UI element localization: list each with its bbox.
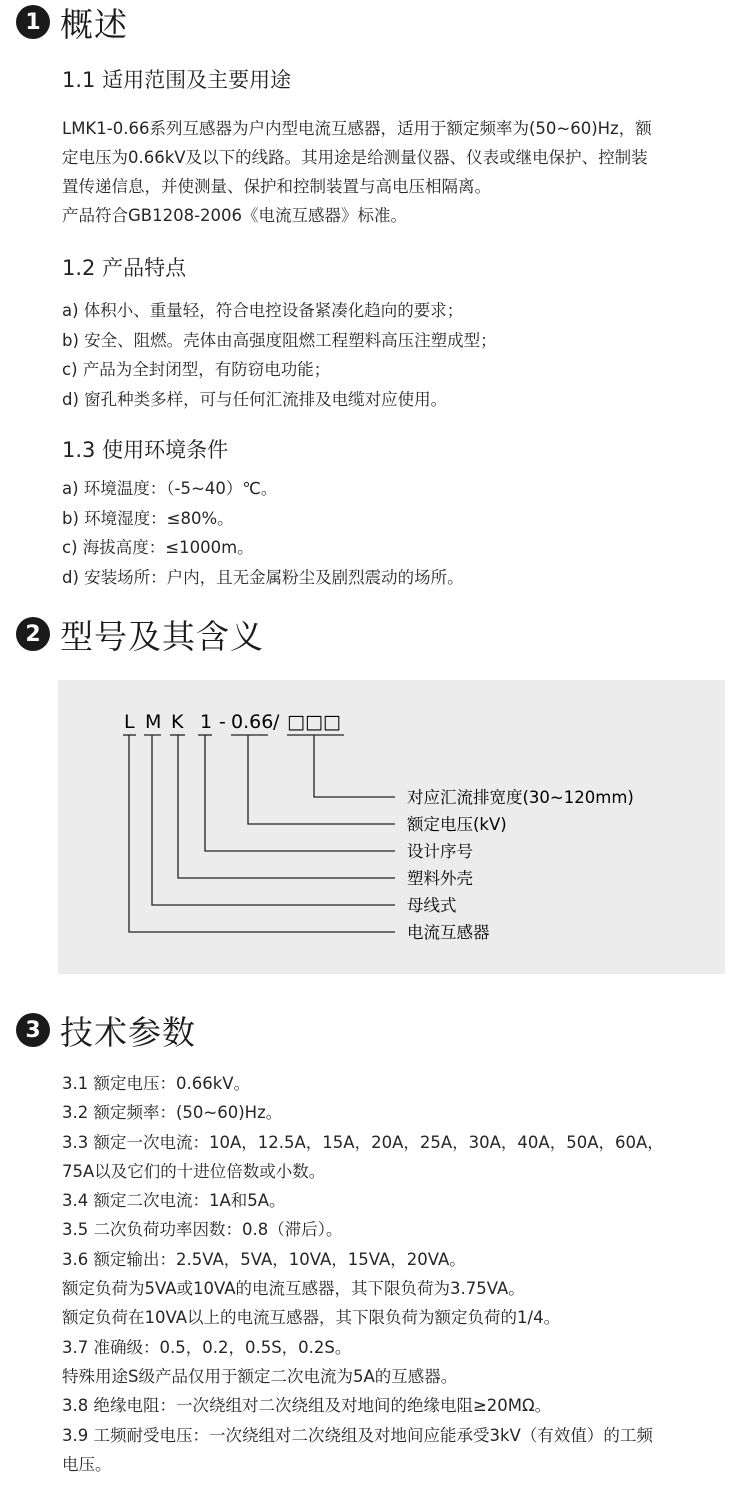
section-title: 概述 <box>60 4 128 44</box>
leader-shell <box>178 735 395 878</box>
label-busbar-width: 对应汇流排宽度(30~120mm) <box>407 788 634 807</box>
code-width-boxes: □□□ <box>287 711 341 733</box>
code-char-1: 1 <box>200 711 213 733</box>
parameter-line: 3.1 额定电压：0.66kV。 <box>62 1074 251 1093</box>
code-voltage: 0.66 <box>231 711 274 733</box>
leader-voltage <box>248 735 395 824</box>
paragraph-line: 定电压为0.66kV及以下的线路。其用途是给测量仪器、仪表或继电保护、控制装 <box>62 148 648 167</box>
paragraph-line: 置传递信息，并使测量、保护和控制装置与高电压相隔离。 <box>62 177 491 196</box>
parameter-line: 3.8 绝缘电阻：一次绕组对二次绕组及对地间的绝缘电阻≥20MΩ。 <box>62 1396 552 1416</box>
list-item: d) 窗孔种类多样，可与任何汇流排及电缆对应使用。 <box>62 389 448 409</box>
paragraph-line: 产品符合GB1208-2006《电流互感器》标准。 <box>62 206 408 225</box>
list-item: d) 安装场所：户内，且无金属粉尘及剧烈震动的场所。 <box>62 567 464 587</box>
parameter-line: 特殊用途S级产品仅用于额定二次电流为5A的互感器。 <box>62 1366 458 1386</box>
code-char-k: K <box>171 711 184 733</box>
code-char-m: M <box>145 711 162 733</box>
leader-width <box>314 735 395 797</box>
code-char-l: L <box>124 711 135 733</box>
subsection-title: 1.1 适用范围及主要用途 <box>62 68 292 92</box>
list-item: a) 环境温度：（-5~40）℃。 <box>62 479 278 498</box>
parameter-line: 额定负荷为5VA或10VA的电流互感器，其下限负荷为3.75VA。 <box>62 1279 525 1299</box>
parameter-line: 3.7 准确级：0.5，0.2，0.5S，0.2S。 <box>62 1337 352 1357</box>
section-title: 型号及其含义 <box>60 616 264 656</box>
list-item: b) 环境湿度：≤80%。 <box>62 508 234 528</box>
subsection-title: 1.2 产品特点 <box>62 256 187 280</box>
section-number-badge: 2 <box>16 617 50 651</box>
parameter-line: 75A以及它们的十进位倍数或小数。 <box>62 1161 326 1181</box>
parameter-line: 3.9 工频耐受电压：一次绕组对二次绕组及对地间应能承受3kV（有效值）的工频 <box>62 1425 653 1445</box>
subsection-title: 1.3 使用环境条件 <box>62 438 229 462</box>
list-item: b) 安全、阻燃。壳体由高强度阻燃工程塑料高压注塑成型； <box>62 330 497 350</box>
leader-busbar <box>152 735 395 905</box>
label-rated-voltage: 额定电压(kV) <box>407 815 507 834</box>
list-item: c) 海拔高度：≤1000m。 <box>62 538 254 557</box>
list-item: c) 产品为全封闭型，有防窃电功能； <box>62 360 331 379</box>
parameter-line: 3.5 二次负荷功率因数：0.8（滞后）。 <box>62 1220 343 1240</box>
label-current-transformer: 电流互感器 <box>407 923 490 942</box>
label-busbar-type: 母线式 <box>407 896 457 915</box>
parameter-line: 3.4 额定二次电流：1A和5A。 <box>62 1191 286 1211</box>
code-char-dash: - <box>219 711 226 733</box>
parameter-line: 3.2 额定频率：(50~60)Hz。 <box>62 1103 283 1123</box>
parameter-line: 额定负荷在10VA以上的电流互感器，其下限负荷为额定负荷的1/4。 <box>62 1308 561 1328</box>
code-slash: / <box>273 711 280 733</box>
technical-parameters <box>62 1069 664 1479</box>
section-number-badge: 3 <box>16 1013 50 1047</box>
paragraph-line: LMK1-0.66系列互感器为户内型电流互感器，适用于额定频率为(50~60)Hz，额 <box>62 119 652 138</box>
section-number-badge: 1 <box>16 5 50 39</box>
parameter-line: 电压。 <box>62 1454 112 1474</box>
label-design-number: 设计序号 <box>407 842 473 861</box>
section-3-heading <box>16 1008 196 1052</box>
leader-ct <box>129 735 395 932</box>
leader-design <box>205 735 395 851</box>
section-title: 技术参数 <box>60 1012 196 1052</box>
parameter-line: 3.6 额定输出：2.5VA，5VA，10VA，15VA，20VA。 <box>62 1249 466 1269</box>
list-item: a) 体积小、重量轻，符合电控设备紧凑化趋向的要求； <box>62 301 464 320</box>
label-plastic-shell: 塑料外壳 <box>407 869 473 888</box>
parameter-line: 3.3 额定一次电流：10A，12.5A，15A，20A，25A，30A，40A，50A，60A， <box>62 1132 664 1152</box>
